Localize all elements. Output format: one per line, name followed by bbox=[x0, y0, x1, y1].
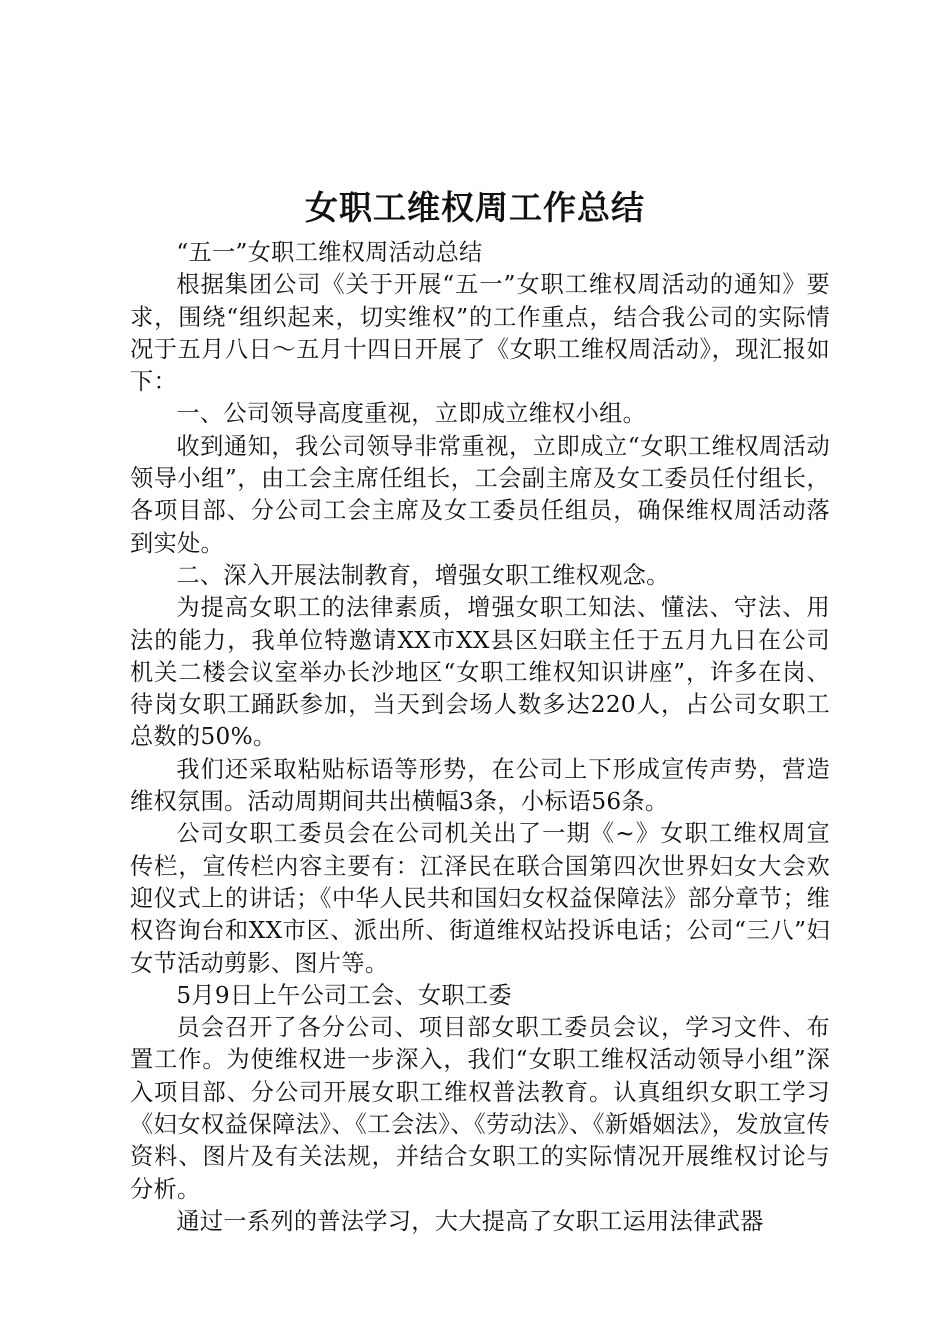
document-body bbox=[130, 237, 830, 1238]
section-subtitle: “五一”女职工维权周活动总结 bbox=[176, 239, 483, 266]
document-title: 女职工维权周工作总结 bbox=[305, 188, 645, 227]
body-paragraph: 5月9日上午公司工会、女职工委 bbox=[176, 981, 512, 1009]
body-paragraph: 通过一系列的普法学习，大大提高了女职工运用法律武器 bbox=[176, 1207, 764, 1235]
body-paragraph: 为提高女职工的法律素质，增强女职工知法、懂法、守法、用法的能力，我单位特邀请XX市XX县区妇联主任于五月九日在公司机关二楼会议室举办长沙地区“女职工维权知识讲座”，许多在岗、待岗女职工踊跃参加，当天到会场人数多达220人，占公司女职工总数的50%。 bbox=[130, 594, 830, 751]
section-heading-2: 二、深入开展法制教育，增强女职工维权观念。 bbox=[176, 561, 670, 589]
section-heading-1: 一、公司领导高度重视，立即成立维权小组。 bbox=[176, 400, 647, 428]
intro-paragraph: 根据集团公司《关于开展“五一”女职工维权周活动的通知》要求，围绕“组织起来，切实维权”的工作重点，结合我公司的实际情况于五月八日～五月十四日开展了《女职工维权周活动》，现汇报如下： bbox=[130, 271, 830, 396]
body-paragraph: 公司女职工委员会在公司机关出了一期《~》女职工维权周宣传栏，宣传栏内容主要有：江泽民在联合国第四次世界妇女大会欢迎仪式上的讲话；《中华人民共和国妇女权益保障法》部分章节；维权咨询台和XX市区、派出所、街道维权站投诉电话；公司“三八”妇女节活动剪影、图片等。 bbox=[130, 820, 830, 977]
body-paragraph: 员会召开了各分公司、项目部女职工委员会议，学习文件、布置工作。为使维权进一步深入，我们“女职工维权活动领导小组”深入项目部、分公司开展女职工维权普法教育。认真组织女职工学习《妇女权益保障法》、《工会法》、《劳动法》、《新婚姻法》，发放宣传资料、图片及有关法规，并结合女职工的实际情况开展维权讨论与分析。 bbox=[130, 1014, 830, 1203]
body-paragraph: 我们还采取粘贴标语等形势，在公司上下形成宣传声势，营造维权氛围。活动周期间共出横幅3条，小标语56条。 bbox=[130, 755, 830, 816]
body-paragraph: 收到通知，我公司领导非常重视，立即成立“女职工维权周活动领导小组”，由工会主席任组长，工会副主席及女工委员任付组长，各项目部、分公司工会主席及女工委员任组员，确保维权周活动落到实处。 bbox=[130, 432, 830, 557]
